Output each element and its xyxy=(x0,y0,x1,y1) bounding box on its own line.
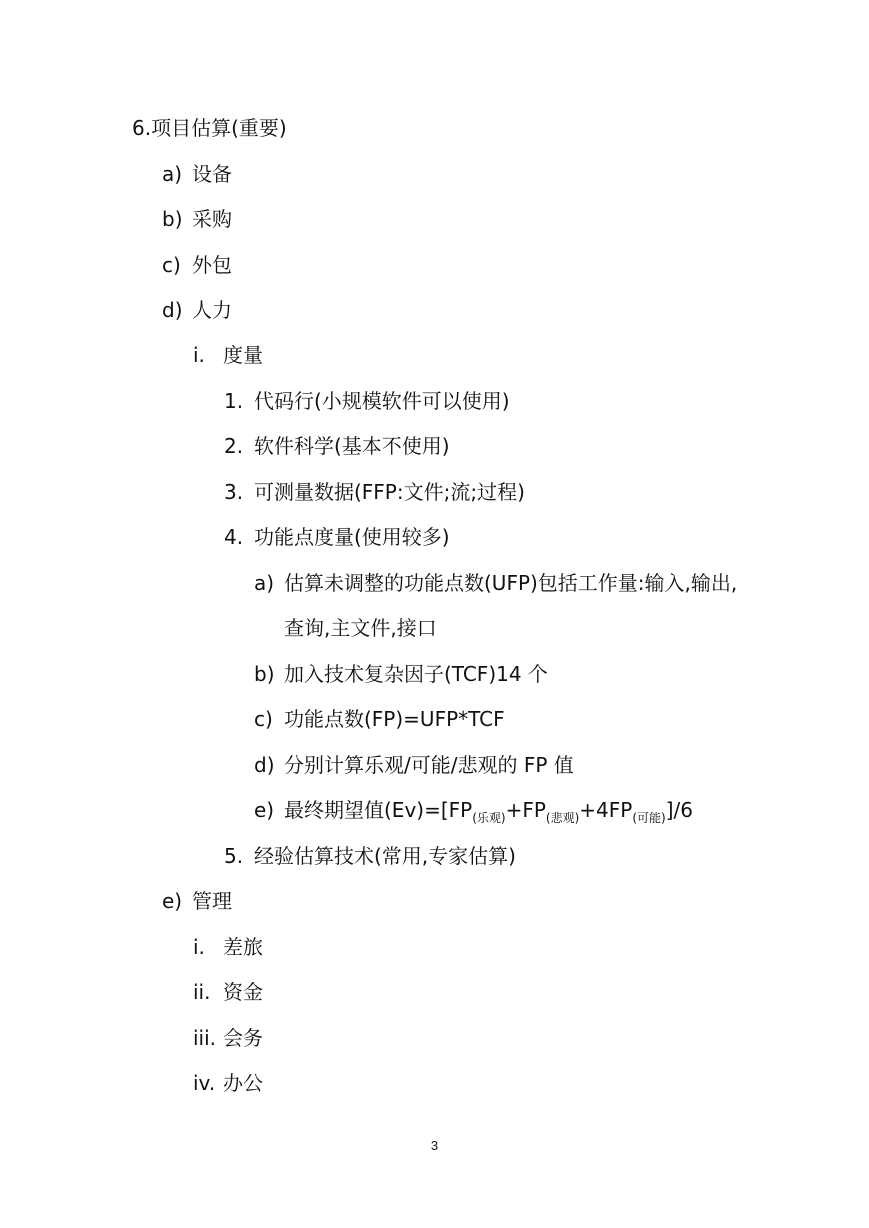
list-marker: d) xyxy=(162,298,183,322)
formula-part: ]/6 xyxy=(665,798,693,822)
list-item-text: 采购 xyxy=(192,207,232,231)
list-marker: iii. xyxy=(193,1026,217,1050)
list-item-text: 差旅 xyxy=(223,935,263,959)
list-marker: c) xyxy=(162,253,181,277)
list-marker: 5. xyxy=(224,844,244,868)
list-marker: c) xyxy=(254,707,273,731)
list-item-text: 加入技术复杂因子(TCF)14 个 xyxy=(284,662,548,686)
list-item-text: 度量 xyxy=(223,343,263,367)
list-item-text: 人力 xyxy=(192,298,232,322)
list-marker: d) xyxy=(254,753,275,777)
list-marker: i. xyxy=(193,935,205,959)
list-item-text: 可测量数据(FFP:文件;流;过程) xyxy=(254,480,525,504)
list-item-text: 外包 xyxy=(192,253,232,277)
list-item xyxy=(224,479,525,505)
list-item xyxy=(224,843,516,869)
list-marker: a) xyxy=(162,162,183,186)
list-marker: ii. xyxy=(193,980,211,1004)
list-item xyxy=(193,979,263,1005)
list-item xyxy=(193,342,263,368)
page-number: 3 xyxy=(430,1138,439,1153)
list-marker: 4. xyxy=(224,525,244,549)
list-item-text: 软件科学(基本不使用) xyxy=(254,434,450,458)
list-marker: a) xyxy=(254,571,275,595)
formula-subscript: (悲观) xyxy=(545,811,580,825)
formula-subscript: (乐观) xyxy=(472,811,506,825)
formula-subscript: (可能) xyxy=(632,811,666,825)
list-marker: 1. xyxy=(224,389,244,413)
list-marker: 3. xyxy=(224,480,244,504)
list-item-text: 功能点数(FP)=UFP*TCF xyxy=(284,707,505,731)
list-item-continuation: 查询,主文件,接口 xyxy=(284,616,437,640)
list-item-text: 功能点度量(使用较多) xyxy=(254,525,450,549)
list-marker: b) xyxy=(254,662,275,686)
list-item xyxy=(193,934,263,960)
list-item-text: 设备 xyxy=(192,162,232,186)
list-item xyxy=(162,252,232,278)
list-marker: e) xyxy=(162,889,183,913)
list-item xyxy=(254,797,693,825)
list-item xyxy=(193,1070,263,1096)
list-item xyxy=(254,661,548,687)
list-marker: 2. xyxy=(224,434,244,458)
list-item xyxy=(224,388,510,414)
list-marker: b) xyxy=(162,207,183,231)
list-marker: iv. xyxy=(193,1071,216,1095)
list-item xyxy=(254,752,574,778)
list-item-text: 代码行(小规模软件可以使用) xyxy=(254,389,510,413)
list-item-text: 资金 xyxy=(223,980,263,1004)
list-item xyxy=(224,524,450,550)
list-item xyxy=(193,1025,263,1051)
list-item xyxy=(254,706,505,732)
list-item xyxy=(254,570,738,596)
list-marker: e) xyxy=(254,798,275,822)
list-item-text: 办公 xyxy=(223,1071,263,1095)
list-item-text: 经验估算技术(常用,专家估算) xyxy=(254,844,516,868)
formula-part: +FP xyxy=(505,798,546,822)
list-item-text: 管理 xyxy=(192,889,232,913)
list-item-text: 估算未调整的功能点数(UFP)包括工作量:输入,输出, xyxy=(284,571,738,595)
list-item xyxy=(224,433,450,459)
list-item xyxy=(162,888,232,914)
list-item-text: 分别计算乐观/可能/悲观的 FP 值 xyxy=(284,753,574,777)
list-item xyxy=(162,297,232,323)
formula xyxy=(284,797,693,826)
section-title: 6.项目估算(重要) xyxy=(132,116,287,140)
list-item xyxy=(162,206,232,232)
list-item-text: 会务 xyxy=(223,1026,263,1050)
list-marker: i. xyxy=(193,343,205,367)
formula-part: +4FP xyxy=(579,798,633,822)
list-item xyxy=(162,161,232,187)
formula-part: 最终期望值(Ev)=[FP xyxy=(284,798,473,822)
